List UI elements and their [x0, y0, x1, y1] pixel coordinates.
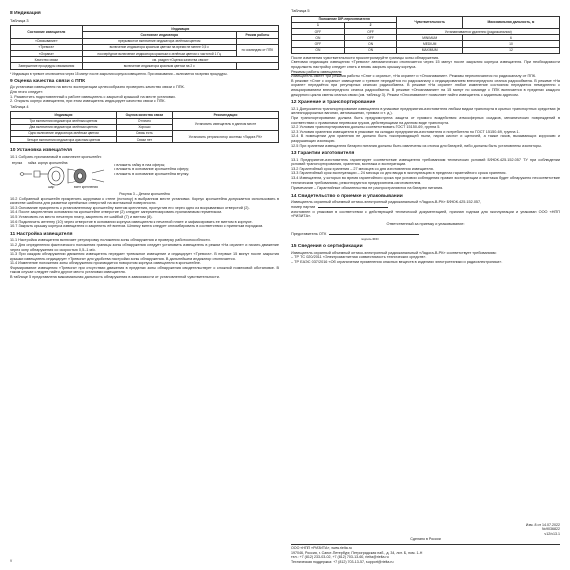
section-13-title: 13 Гарантии изготовителя	[291, 151, 355, 157]
section-8-title: 8 Индикация	[10, 11, 41, 16]
paragraph: Режимы работы извещателя	[291, 69, 342, 74]
batch-number-label: номер партии	[291, 205, 316, 210]
bullet-item: • вложить в основание кронштейна втулку.	[114, 171, 190, 176]
table-cell: Четыре включения индикатора красным цветом	[11, 137, 117, 143]
table-cell: 12	[462, 47, 559, 53]
table-header: 1	[292, 22, 345, 28]
table-cell: «Охрана»	[11, 51, 83, 57]
table-cell: Связь есть	[116, 130, 172, 136]
section-14-title: 14 Свидетельство о приемке и упаковывании	[291, 193, 403, 199]
paragraph: До установки извещателя на место эксплуатации целесообразно проверить качество связи с ППК.	[10, 85, 185, 90]
table-cell: OFF	[344, 35, 397, 41]
table-4	[10, 111, 279, 143]
table-cell: ON	[292, 35, 345, 41]
paragraph: 13.4 Извещатели, у которых во время гарантийного срока при условии соблюдения правил эксплуатации и монтажа будет обнаружено несоответствие техническим требованиям, ремонтируются предприятием-изготовителем.	[291, 176, 560, 185]
paragraph: 12.5 При хранении извещателя батареи питания должны быть извлечены из отсека для батарей, либо должны быть установлены изоляторы.	[291, 143, 542, 148]
table-cell: Устанавливается удаленно (радиоканалом)	[397, 29, 560, 35]
figure-label: гайка	[28, 160, 37, 165]
paragraph: В режиме «Снят с охраны» извещение о тревоге передаётся по радиоканалу с индицированием внеочередного сеанса радиообмена. В режиме «На охране» передаётся при регулярных сеансах радиообмена. В режиме «На охране» любое изменение состояния передается немедленно с инициированием внеочередного сеанса радиообмена. В режиме «Опознавание» на 15 минут по команде с ППК включается в пределах каждого дежурного цикла смены сеанса связи (см. таблицу 3). Режим «Опознавание» позволяет найти извещатель с заданным адресом.	[291, 78, 560, 97]
paragraph: После изменения чувствительности проконтролируйте границы зоны обнаружения.	[291, 55, 440, 60]
paragraph: 1. Разместить подготовленный к работе извещатель с закрытой крышкой на месте установки.	[10, 94, 176, 99]
batch-number-blank	[318, 207, 388, 208]
paragraph: При транспортировании должна быть предусмотрена защита от прямого воздействия атмосферных осадков, механических повреждений в соответствии с правилами перевозки грузов, действующими на данном виде транспорта.	[291, 115, 560, 125]
paragraph: 13.2 Гарантийный срок хранения – 27 месяцев со дня изготовления извещателя.	[291, 166, 434, 171]
otk-sub: подпись ФИО	[361, 237, 379, 241]
phones: тел.: +7 (812) 233-03-02, +7 (812) 703-13-60, rielta@rielta.ru	[291, 555, 389, 560]
table-cell: ON	[292, 47, 345, 53]
table-cell: Связи нет	[116, 137, 172, 143]
paragraph: 2. Открыть корпус извещателя, при этом извещатель индицирует качество связи с ППК.	[10, 99, 166, 104]
table-header: Максимальная дальность, м	[462, 16, 559, 28]
table-3-caption: Таблица 3	[10, 17, 29, 23]
table-5-caption: Таблица 5	[291, 8, 310, 13]
table-cell: Хорошо	[116, 124, 172, 130]
paragraph: Для этого следует:	[10, 90, 44, 94]
paragraph: 12.4 В помещении для хранения не должно быть токопроводящей пыли, паров кислот и щелочей, а также газов, вызывающих коррозию и разрушающих изоляцию.	[291, 134, 560, 143]
paragraph: изготовлен и упакован в соответствии с действующей технической документацией, признан годным для эксплуатации и упакован ООО «НПП «РИЗИТА».	[291, 209, 560, 219]
table-5	[291, 16, 560, 54]
footer	[291, 523, 560, 564]
table-cell: Установить извещатель в данном месте	[172, 118, 278, 130]
table-4-caption: Таблица 4	[10, 103, 29, 109]
left-column	[10, 8, 279, 564]
table-header: Рекомендации	[172, 112, 278, 118]
table-cell: прерывистое включение индикатора зелёным цветом	[82, 38, 236, 44]
table-cell: Два включения индикатора зелёным цветом	[11, 124, 117, 130]
table-cell: «Тревога»	[11, 44, 83, 50]
table-cell: Три включения индикатора зелёным цветом	[11, 118, 117, 124]
version-info: v12/v13.1	[544, 531, 560, 536]
table-cell: Одно включение индикатора зелёным цветом	[11, 130, 117, 136]
table-cell: MEDIUM	[397, 41, 462, 47]
table-cell: ON	[344, 41, 397, 47]
figure-label: втулка	[12, 160, 23, 165]
paragraph: В таблице 5 представлена максимальная дальность обнаружения в зависимости от установленной чувствительности.	[10, 275, 220, 280]
section-12-title: 12 Хранение и транспортирование	[291, 100, 376, 106]
paragraph: 10.7 Закрыть крышку корпуса извещателя и закрепить её винтом. Шляпку винта следует опломбировать в соответствии с принятым порядком.	[10, 224, 264, 229]
section-10-title: 10 Установка извещателя	[10, 148, 72, 154]
table-cell: Качество связи	[11, 57, 83, 63]
paragraph: 11.1 Настройка извещателя включает регулировку положения зоны обнаружения и проверку работоспособности.	[10, 238, 211, 243]
table-cell: ON	[344, 47, 397, 53]
table-cell: «Связывание»	[11, 38, 83, 44]
table-cell: по командам от ППК	[236, 44, 278, 56]
paragraph: 10.4 После закрепления основания на кронштейне отверстие (2) следует загерметизировать прилагаемым герметиком.	[10, 210, 223, 215]
doc-number: №9036822	[542, 527, 560, 532]
table-cell: поочерёдное включение индикатора красным и зелёным цветом с частотой 1 Гц	[82, 51, 236, 57]
paragraph: 11.4 Изменение положения зоны обнаружения производится поворотом корпуса извещателя в кронштейне.	[10, 261, 201, 266]
otk-signature-blank	[329, 234, 419, 235]
otk-label: Представитель ОТК	[291, 232, 327, 237]
table-header: Индикация	[11, 112, 117, 118]
paragraph: Извещатель охранный объемный оптико-электронный радиоканальный «Ладога-В-РК» БФЮК.425.152.057,	[291, 200, 482, 205]
section-9-title: 9 Оценка качества связи с ППК	[10, 78, 86, 84]
paragraph: Извещатель охранный объемный оптико-электронный радиоканальный «Ладога-В-РК» соответствует требованиям: – ТР ТС 020/2011 «Электромагнитная совместимость технических средств». – ТР ЕАЭС 037/2016 «Об ограничении применения опасных веществ в изделиях электротехники и радиоэлектроники».	[291, 250, 503, 264]
figure-bullets	[114, 163, 274, 177]
paragraph: 11.3 При каждом обнаружении движения извещатель передает тревожное извещение и индицирует «Тревога». В первые 15 минут после закрытия крышки извещатель индицирует «Тревога» для удобства настройки зоны обнаружения. В дальнейшем индикатор отключается.	[10, 252, 279, 261]
paragraph: 11.2 Для определения фактического положения границы зоны обнаружения следует установить извещатель в режим «На охране» и начать движение через зону обнаружения со скоростью 0,5–1 м/с.	[10, 242, 279, 252]
paragraph: 10.2 Собранный кронштейн прикрепить шурупами к стене (потолку) в выбранном месте установки. Корпус кронштейна допускается использовать в качестве шаблона для разметки крепёжных отверстий на монтажной поверхности.	[10, 196, 279, 206]
table-cell: 6	[462, 35, 559, 41]
table-cell: Отлично	[116, 118, 172, 124]
figure-label: винт крепления	[74, 184, 98, 189]
table-header: Режим работы	[236, 32, 278, 38]
table-header: 2	[344, 22, 397, 28]
paragraph: 13.3 Гарантийный срок эксплуатации – 24 месяца со дня ввода в эксплуатацию в пределах гарантийного срока хранения.	[291, 171, 507, 176]
table-cell: включение индикатора красным цветом на время не менее 0,5 с	[82, 44, 236, 50]
paragraph: 12.1 Допускается транспортирование извещателя в упаковке предприятия-изготовителя любым видом транспорта в крытых транспортных средствах (в железнодорожных вагонах, автомашинах, трюмах и т. д.).	[291, 106, 560, 116]
paragraph: 12.3 Условия хранения извещателя в упаковке на складах предприятия-изготовителя и потребителя по ГОСТ 15150-69, группа 1.	[291, 129, 520, 134]
table-header: Положение DIP-переключателя	[292, 16, 397, 22]
support: Техническая поддержка: +7 (812) 703-13-57, support@rielta.ru	[291, 559, 394, 564]
table-cell: OFF	[292, 41, 345, 47]
table-cell: Завершение процедуры связывания	[11, 63, 83, 69]
table-row	[11, 63, 279, 69]
table-header: Состояние индикатора	[82, 32, 236, 38]
page-stamp: V	[10, 559, 13, 564]
table-cell: 10	[462, 41, 559, 47]
table-cell: MINIMUM	[397, 35, 462, 41]
paragraph: Формирование извещения «Тревога» при отсутствии движения в пределах зоны обнаружения свидетельствует о сложной помеховой обстановке. В таком случае следует найти другое место установки извещателя.	[10, 265, 279, 275]
section-11-title: 11 Настройка извещателя	[10, 231, 73, 237]
paragraph: 12.2 Условия транспортирования должны соответствовать ГОСТ 15150-69, группа 5.	[291, 125, 441, 130]
address: 197046, Россия, г. Санкт-Петербург, Петроградская наб., д. 34, лит. Б, пом. 1-Н	[291, 550, 423, 555]
company: ООО «НПП «РИЗИТА», www.rielta.ru	[291, 544, 560, 550]
table-cell: OFF	[292, 29, 345, 35]
table-3-note: * Индикация в тревоге отключается через 15 минут после закрытия корпуса извещателя. При связывании – включается на время процедуры.	[10, 71, 228, 76]
bullet-item: • вложить в основание кронштейна сферу;	[114, 167, 190, 172]
table-cell	[236, 63, 278, 69]
table-3	[10, 25, 279, 69]
bullet-item: • вложить гайку в паз сферы;	[114, 162, 166, 167]
figure-label: корпус кронштейна	[38, 160, 68, 165]
paragraph: 10.3 Основание прикрепить к установленному кронштейну винтом крепления, пропустив его через одно из вскрываемых отверстий (2).	[10, 205, 250, 210]
bracket-figure	[10, 161, 279, 191]
paragraph: 10.1 Собрать прилагаемый в комплекте кронштейн:	[10, 154, 102, 159]
note: Примечание – Гарантийные обязательства не распространяются на батареи питания.	[291, 186, 444, 191]
section-15-title: 15 Сведения о сертификации	[291, 244, 363, 250]
table-row	[292, 47, 560, 53]
table-cell: Установить ретранслятор системы «Ладога РК»	[172, 130, 278, 142]
paragraph: Извещатель имеет три режима работы «Снят с охраны», «На охране» и «Опознавание». Режимы переключаются по радиоканалу от ППК.	[291, 74, 537, 79]
responsible-label: Ответственный за приемку и упаковывание:	[386, 221, 465, 226]
figure-caption: Рисунок 3 – Детали кронштейна	[119, 191, 170, 196]
table-header: Состояние извещателя	[11, 26, 83, 38]
table-cell: OFF	[344, 29, 397, 35]
figure-label: шар	[48, 184, 55, 189]
paragraph: 10.6 Подключить антенну (10) через отверстие в основании корпуса извещателя к печатной плате и зафиксировать ее винтом в корпусе.	[10, 219, 253, 224]
table-cell: MAXIMUM	[397, 47, 462, 53]
table-cell: включение индикатора красным цветом на 2 с	[82, 63, 236, 69]
made-in: Сделано в России	[410, 536, 441, 541]
table-header: Чувствительность	[397, 16, 462, 28]
right-column	[291, 8, 560, 564]
paragraph: Световая индикация извещения «Тревога» автоматически отключается через 15 минут после закрытия корпуса извещателя. При необходимости продолжить настройку следует снять и вновь закрыть крышку корпуса.	[291, 60, 560, 69]
paragraph: 10.5 Установить на место печатную плату, закрепить ее шайбой (7) и винтом (8).	[10, 214, 153, 219]
paragraph: 13.1 Предприятие-изготовитель гарантирует соответствие извещателя требованиям технических условий БФЮК.425.152.057 ТУ при соблюдении условий транспортирования, хранения, монтажа и эксплуатации.	[291, 157, 560, 167]
table-cell: см. раздел «Оценка качества связи»	[82, 57, 278, 63]
table-header: Индикация	[82, 26, 278, 32]
table-header: Оценка качества связи	[116, 112, 172, 118]
edition-info: Изм. 8 от 14.07.2022	[525, 522, 560, 527]
